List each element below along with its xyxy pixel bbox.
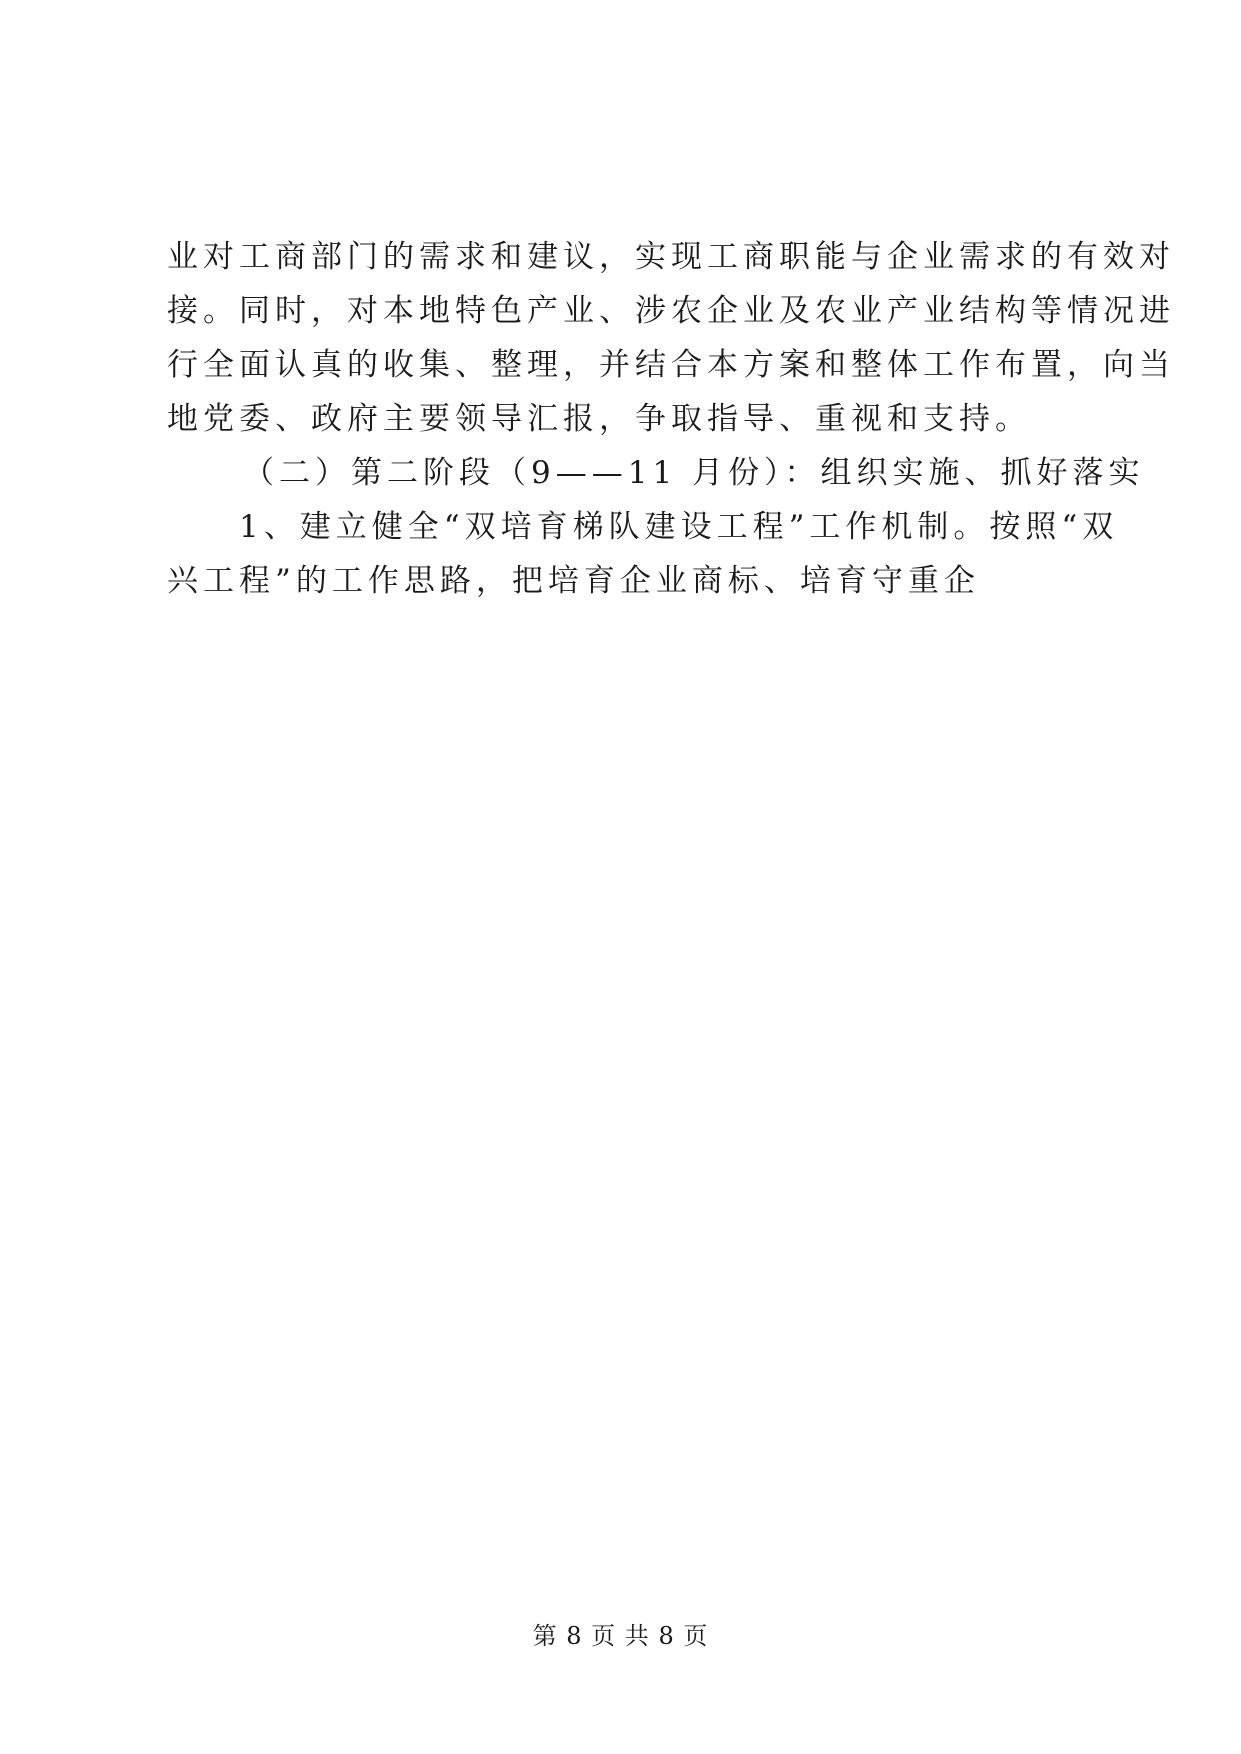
paragraph-line-1: 业对工商部门的需求和建议，实现工商职能与企业需求的有效对	[167, 239, 1175, 275]
paragraph-line-3: 行全面认真的收集、整理，并结合本方案和整体工作布置，向当	[167, 347, 1175, 383]
paragraph-line-4: 地党委、政府主要领导汇报，争取指导、重视和支持。	[167, 401, 1031, 437]
paragraph-line-6: 1、建立健全“双培育梯队建设工程”工作机制。按照“双	[239, 509, 1119, 545]
paragraph-line-2: 接。同时，对本地特色产业、涉农企业及农业产业结构等情况进	[167, 293, 1175, 329]
paragraph-line-7: 兴工程”的工作思路，把培育企业商标、培育守重企	[167, 563, 980, 599]
section-heading: （二）第二阶段（9——11 月份）：组织实施、抓好落实	[243, 455, 1145, 491]
page-number-footer: 第 8 页 共 8 页	[532, 1622, 709, 1650]
document-body	[167, 230, 1175, 608]
